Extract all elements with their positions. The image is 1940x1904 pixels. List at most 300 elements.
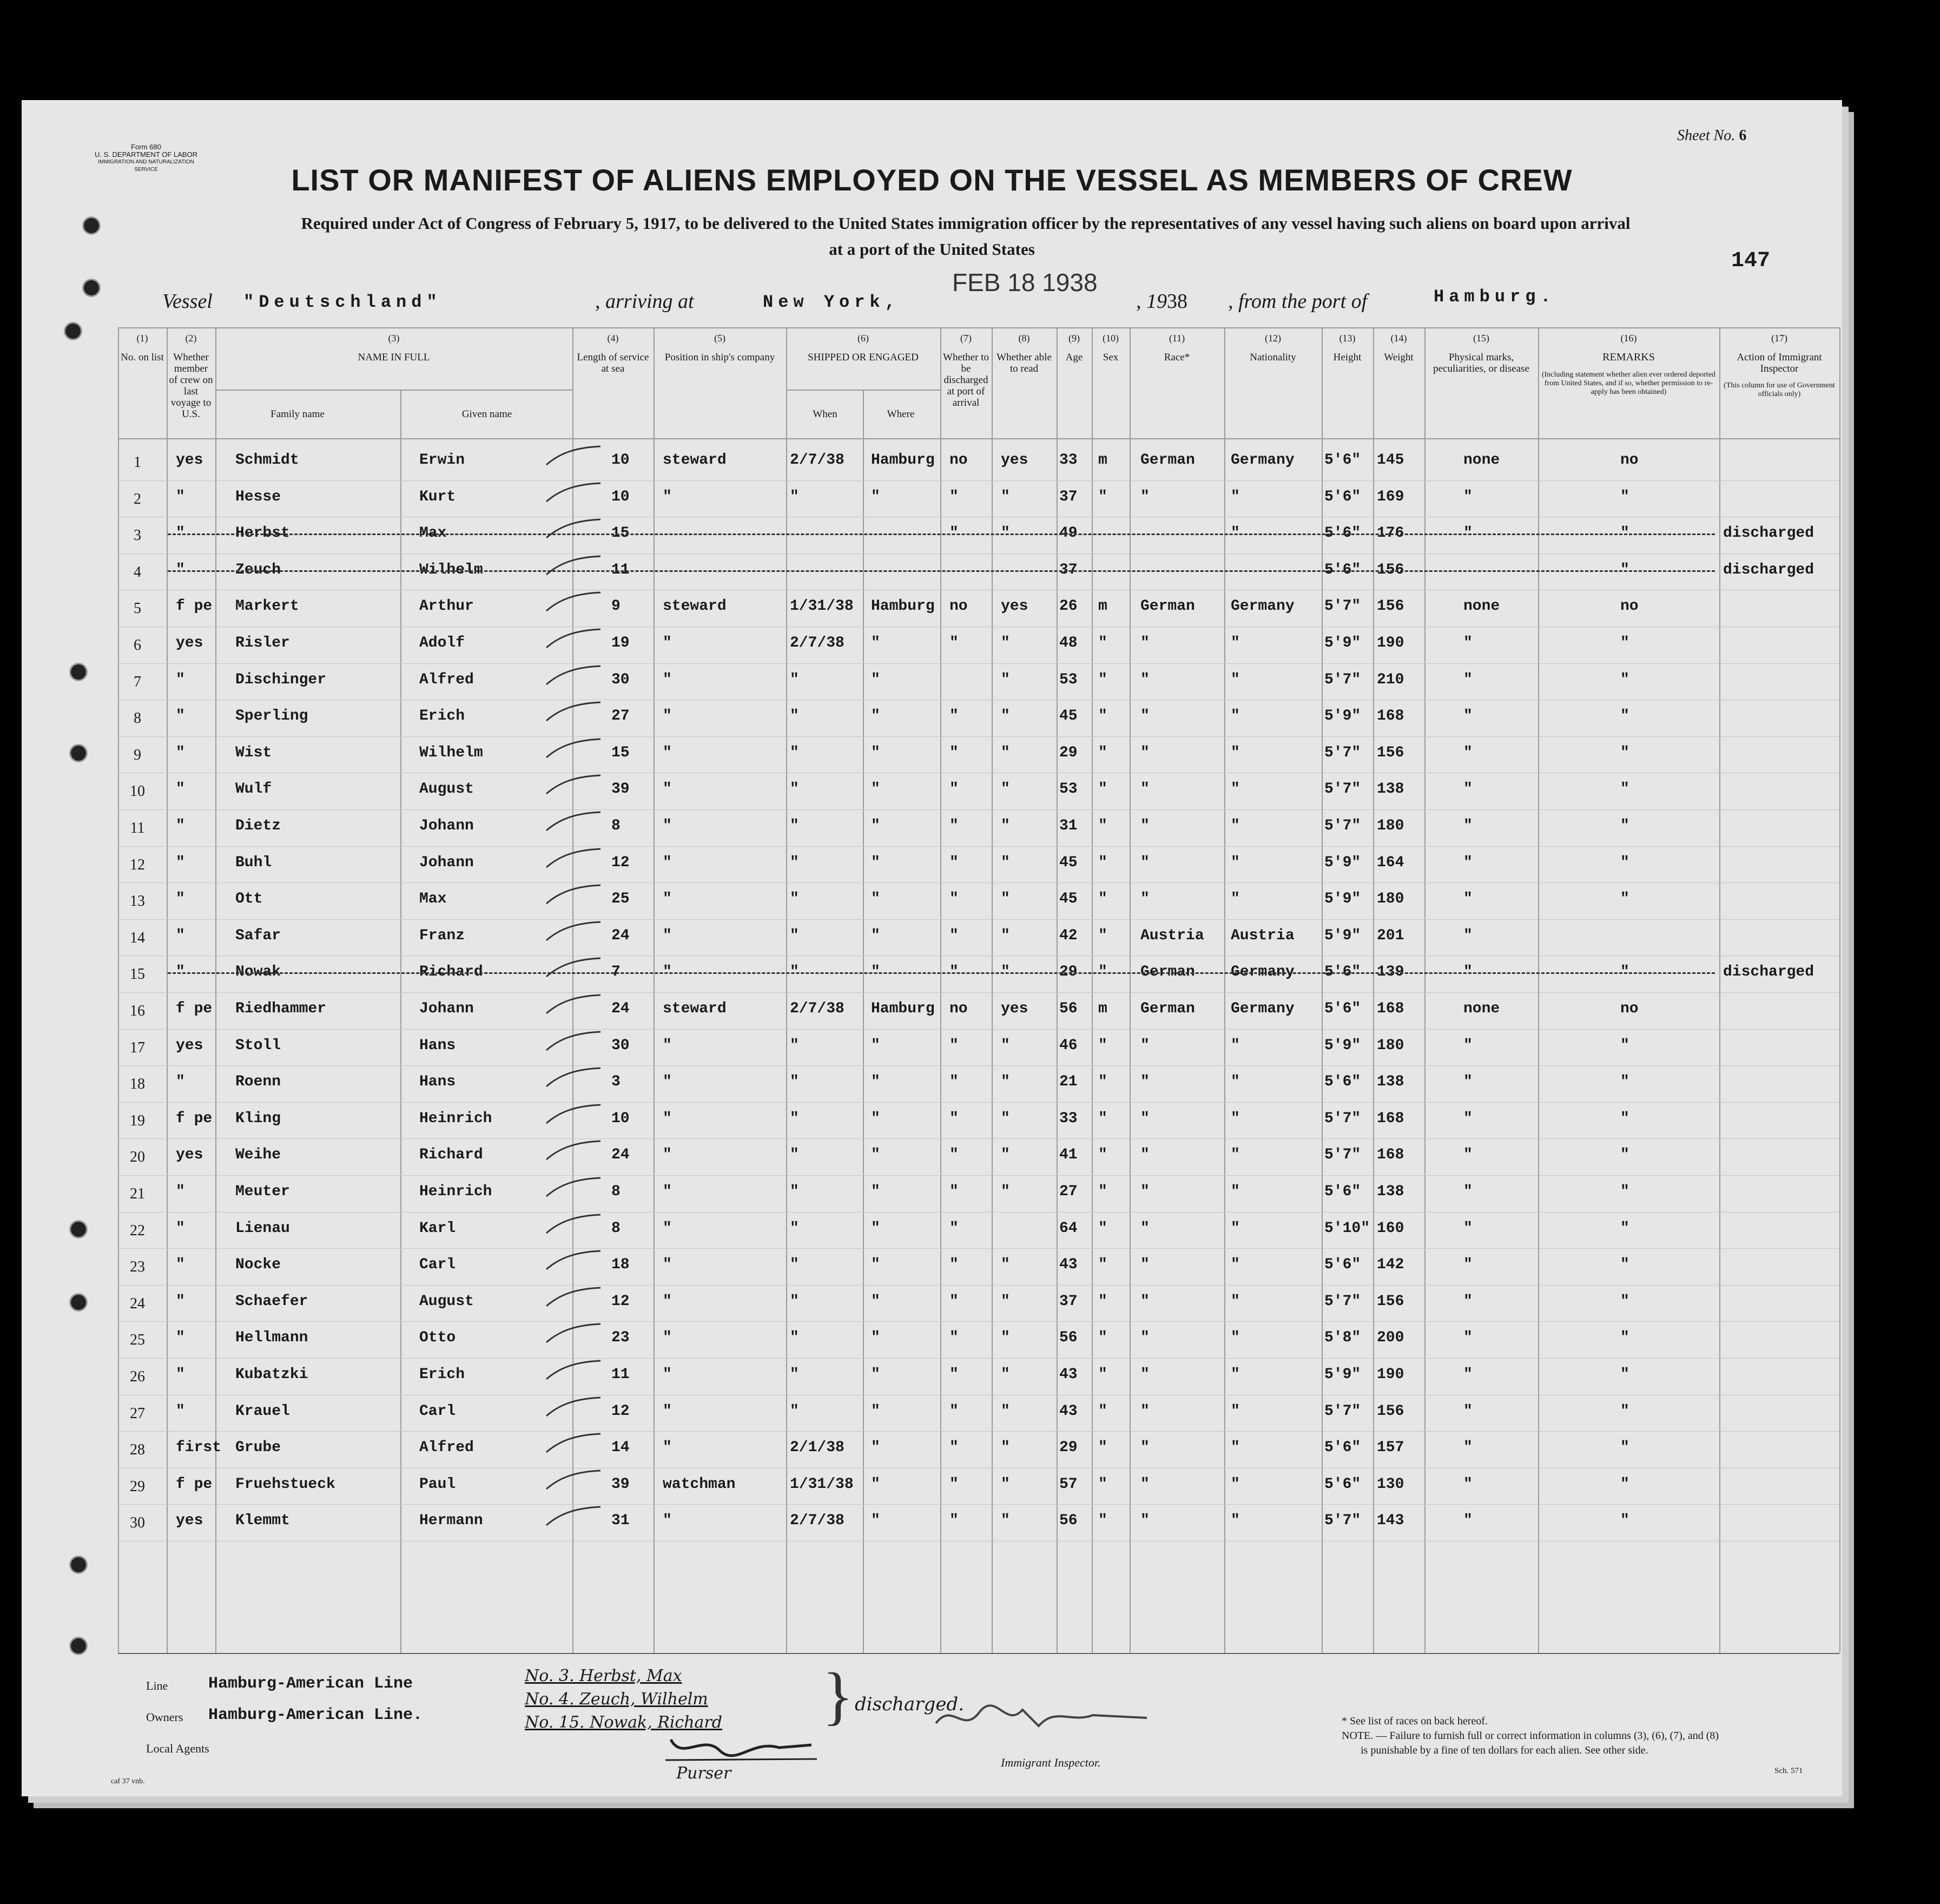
row-rule <box>118 882 1839 883</box>
remarks: " <box>1620 708 1629 725</box>
shipped-where: " <box>871 671 880 688</box>
able-to-read: " <box>1001 744 1010 761</box>
discharge-status: " <box>949 927 959 944</box>
sex: " <box>1098 818 1107 834</box>
sex: " <box>1098 488 1107 505</box>
family-name: Schaefer <box>235 1293 308 1310</box>
position: " <box>663 1220 672 1237</box>
document-subtitle-2: at a port of the United States <box>829 240 1035 259</box>
remarks: no <box>1620 1000 1639 1017</box>
nationality: Germany <box>1231 452 1295 469</box>
shipped-where: " <box>871 964 880 981</box>
row-rule <box>118 1138 1839 1139</box>
service-length: 8 <box>611 1220 621 1237</box>
nationality: " <box>1231 1037 1240 1054</box>
race: German <box>1140 964 1195 981</box>
position: " <box>663 1293 672 1310</box>
service-length: 18 <box>611 1256 630 1274</box>
shipped-where: " <box>871 781 880 798</box>
given-name: Carl <box>419 1402 456 1420</box>
race: " <box>1140 1402 1150 1420</box>
family-name: Risler <box>235 635 290 651</box>
family-name: Sperling <box>235 708 308 725</box>
sex: " <box>1098 1037 1107 1054</box>
service-length: 23 <box>611 1329 630 1347</box>
inspector-action: discharged <box>1723 525 1814 542</box>
vessel-name: "Deutschland" <box>243 292 442 312</box>
discharge-status: no <box>949 452 968 469</box>
service-tick-mark <box>544 625 603 652</box>
remarks: " <box>1620 964 1629 981</box>
row-number: 17 <box>130 1039 145 1056</box>
crew-status: yes <box>176 1147 203 1164</box>
given-name: Max <box>419 891 447 908</box>
race: German <box>1140 452 1195 469</box>
shipped-where: " <box>871 1293 880 1310</box>
able-to-read: " <box>1001 1073 1010 1091</box>
discharge-status: " <box>949 635 959 651</box>
height: 5'9" <box>1324 854 1361 871</box>
where-header: Where <box>887 409 915 420</box>
row-number: 7 <box>134 673 141 690</box>
family-name: Nowak <box>235 964 281 981</box>
service-tick-mark <box>544 1027 603 1055</box>
shipped-when: 2/1/38 <box>790 1439 844 1457</box>
year-prefix: , 19 <box>1136 290 1167 313</box>
punch-hole <box>69 663 88 681</box>
service-length: 39 <box>611 1475 630 1493</box>
race: " <box>1140 854 1150 871</box>
family-name: Stoll <box>235 1037 281 1054</box>
given-name: Alfred <box>419 1439 474 1457</box>
discharge-status: " <box>949 1110 959 1127</box>
sex: " <box>1098 1402 1107 1420</box>
discharge-status: " <box>949 1147 959 1164</box>
given-name: Adolf <box>419 635 465 651</box>
physical-marks: " <box>1463 781 1473 798</box>
shipped-when: " <box>790 1220 799 1237</box>
service-length: 25 <box>611 891 630 908</box>
service-tick-mark <box>544 1466 603 1493</box>
physical-marks: " <box>1463 1110 1473 1127</box>
age: 43 <box>1059 1256 1078 1274</box>
physical-marks: " <box>1463 1512 1473 1530</box>
race: " <box>1140 891 1150 908</box>
shipped-when: 1/31/38 <box>790 598 854 615</box>
shipped-when: " <box>790 1037 799 1054</box>
crew-status: " <box>176 525 185 542</box>
shipped-where: " <box>871 927 880 944</box>
service-length: 27 <box>611 708 630 725</box>
crew-status: " <box>176 708 185 725</box>
physical-marks: " <box>1463 1037 1473 1054</box>
line-label: Line <box>146 1679 168 1692</box>
physical-marks: " <box>1463 891 1473 908</box>
position: " <box>663 1073 672 1091</box>
age: 43 <box>1059 1366 1078 1383</box>
row-number: 28 <box>130 1441 145 1459</box>
row-number: 4 <box>134 563 141 581</box>
crew-status: " <box>176 1256 185 1274</box>
race: " <box>1140 781 1150 798</box>
departure-port: Hamburg. <box>1434 287 1556 307</box>
position: " <box>663 1329 672 1347</box>
service-tick-mark <box>544 735 603 762</box>
age: 45 <box>1059 708 1078 725</box>
table-top-rule <box>118 327 1839 328</box>
given-name: Hermann <box>419 1512 483 1530</box>
weight: 156 <box>1377 1293 1404 1310</box>
nationality: " <box>1231 488 1240 505</box>
race: " <box>1140 1183 1150 1200</box>
printer-mark: caf 37 vnb. <box>111 1777 145 1786</box>
able-to-read: " <box>1001 854 1010 871</box>
shipped-when: " <box>790 1073 799 1091</box>
shipped-where: " <box>871 1439 880 1457</box>
crew-status: " <box>176 1329 185 1347</box>
column-rule <box>940 327 941 1653</box>
crew-status: " <box>176 927 185 944</box>
given-name: Erich <box>419 1366 465 1383</box>
height: 5'7" <box>1324 1402 1361 1420</box>
position: " <box>663 1037 672 1054</box>
service-tick-mark <box>544 881 603 908</box>
service-length: 9 <box>611 598 621 615</box>
service-tick-mark <box>544 1210 603 1237</box>
punch-hole <box>69 1556 88 1574</box>
column-rule <box>1057 327 1058 1653</box>
purser-label: Purser <box>676 1764 731 1783</box>
family-name: Dietz <box>235 818 281 834</box>
shipped-when: " <box>790 927 799 944</box>
shipped-when: " <box>790 1256 799 1274</box>
nationality: " <box>1231 854 1240 871</box>
nationality: " <box>1231 1183 1240 1200</box>
manifest-sheet <box>22 100 1842 1796</box>
service-tick-mark <box>544 1320 603 1347</box>
shipped-when: " <box>790 854 799 871</box>
page-number: 147 <box>1731 249 1771 273</box>
physical-marks: " <box>1463 635 1473 651</box>
family-name: Buhl <box>235 854 272 871</box>
shipped-when: 2/7/38 <box>790 1000 844 1017</box>
given-name: Kurt <box>419 488 456 505</box>
discharge-status: " <box>949 854 959 871</box>
agents-label: Local Agents <box>146 1742 209 1755</box>
from-port-label: , from the port of <box>1228 290 1368 313</box>
weight: 168 <box>1377 1000 1404 1017</box>
discharge-status: " <box>949 1073 959 1091</box>
shipped-divider <box>863 390 864 1653</box>
given-name: Erich <box>419 708 465 725</box>
age: 21 <box>1059 1073 1078 1091</box>
discharged-note: discharged. <box>855 1694 965 1715</box>
race: " <box>1140 818 1150 834</box>
shipped-where: " <box>871 1512 880 1530</box>
strike-through-line <box>168 570 1715 574</box>
service-tick-mark <box>544 1247 603 1274</box>
weight: 145 <box>1377 452 1404 469</box>
punch-hole <box>69 1637 88 1655</box>
age: 29 <box>1059 964 1078 981</box>
race: " <box>1140 1110 1150 1127</box>
given-name: Alfred <box>419 671 474 688</box>
age: 49 <box>1059 525 1078 542</box>
remarks: " <box>1620 744 1629 761</box>
physical-marks: " <box>1463 1366 1473 1383</box>
nationality: " <box>1231 818 1240 834</box>
column-header: Weight <box>1384 352 1414 363</box>
weight: 169 <box>1377 488 1404 505</box>
row-rule <box>118 1431 1839 1432</box>
column-number: (5) <box>714 333 725 344</box>
sex: " <box>1098 708 1107 725</box>
height: 5'6" <box>1324 1000 1361 1017</box>
family-name: Kling <box>235 1110 281 1127</box>
given-name-header: Given name <box>461 409 512 420</box>
row-number: 27 <box>130 1405 145 1422</box>
column-rule <box>1130 327 1131 1653</box>
service-length: 30 <box>611 671 630 688</box>
service-tick-mark <box>544 1356 603 1383</box>
given-name: Carl <box>419 1256 456 1274</box>
shipped-where: " <box>871 708 880 725</box>
given-name: Karl <box>419 1220 456 1237</box>
sex: " <box>1098 1366 1107 1383</box>
sex: " <box>1098 671 1107 688</box>
strike-through-line <box>168 533 1715 537</box>
able-to-read: " <box>1001 1037 1010 1054</box>
remarks: no <box>1620 452 1639 469</box>
able-to-read: " <box>1001 525 1010 542</box>
shipped-when: " <box>790 488 799 505</box>
weight: 156 <box>1377 1402 1404 1420</box>
height: 5'9" <box>1324 635 1361 651</box>
sex: " <box>1098 1220 1107 1237</box>
height: 5'7" <box>1324 1293 1361 1310</box>
crew-status: f pe <box>176 1000 213 1017</box>
weight: 156 <box>1377 598 1404 615</box>
owners-label: Owners <box>146 1710 183 1724</box>
race: " <box>1140 671 1150 688</box>
age: 53 <box>1059 671 1078 688</box>
shipped-where: " <box>871 1073 880 1091</box>
nationality: " <box>1231 891 1240 908</box>
discharge-status: " <box>949 781 959 798</box>
row-rule <box>118 1029 1839 1030</box>
service-length: 11 <box>611 561 630 578</box>
family-name-header: Family name <box>270 409 325 420</box>
nationality: " <box>1231 1366 1240 1383</box>
sex: " <box>1098 1147 1107 1164</box>
sex: " <box>1098 1439 1107 1457</box>
punch-hole <box>69 1293 88 1312</box>
nationality: " <box>1231 1329 1240 1347</box>
sex: " <box>1098 744 1107 761</box>
physical-marks: " <box>1463 1183 1473 1200</box>
weight: 138 <box>1377 1183 1404 1200</box>
sex: " <box>1098 1512 1107 1530</box>
service-tick-mark <box>544 1064 603 1091</box>
shipped-where: " <box>871 1183 880 1200</box>
remarks: " <box>1620 1110 1629 1127</box>
given-name: Arthur <box>419 598 474 615</box>
remarks: " <box>1620 1147 1629 1164</box>
race: " <box>1140 1256 1150 1274</box>
height: 5'6" <box>1324 1475 1361 1493</box>
column-rule <box>1538 327 1539 1653</box>
race: " <box>1140 1512 1150 1530</box>
weight: 156 <box>1377 561 1404 578</box>
shipped-when: " <box>790 1402 799 1420</box>
punch-hole <box>69 1220 88 1238</box>
physical-marks: " <box>1463 1220 1473 1237</box>
service-tick-mark <box>544 1429 603 1457</box>
weight: 210 <box>1377 671 1404 688</box>
discharge-note-1: No. 3. Herbst, Max <box>525 1666 682 1685</box>
when-header: When <box>813 409 837 420</box>
row-number: 10 <box>130 783 145 800</box>
position: " <box>663 1110 672 1127</box>
weight: 168 <box>1377 1147 1404 1164</box>
able-to-read: " <box>1001 671 1010 688</box>
position: " <box>663 964 672 981</box>
race: " <box>1140 635 1150 651</box>
nationality: " <box>1231 635 1240 651</box>
position: steward <box>663 1000 727 1017</box>
service-length: 10 <box>611 1110 630 1127</box>
physical-marks: " <box>1463 1073 1473 1091</box>
sex: " <box>1098 964 1107 981</box>
height: 5'6" <box>1324 561 1361 578</box>
inspector-signature <box>931 1696 1158 1740</box>
weight: 190 <box>1377 1366 1404 1383</box>
physical-marks: none <box>1463 598 1500 615</box>
age: 56 <box>1059 1512 1078 1530</box>
discharge-status: " <box>949 1366 959 1383</box>
service-length: 24 <box>611 927 630 944</box>
discharge-status: " <box>949 1475 959 1493</box>
service-length: 12 <box>611 854 630 871</box>
nationality: Germany <box>1231 598 1295 615</box>
shipped-where: " <box>871 1220 880 1237</box>
nationality: " <box>1231 1402 1240 1420</box>
service-length: 39 <box>611 781 630 798</box>
able-to-read: " <box>1001 781 1010 798</box>
age: 56 <box>1059 1000 1078 1017</box>
weight: 138 <box>1377 1073 1404 1091</box>
family-name: Riedhammer <box>235 1000 327 1017</box>
crew-status: " <box>176 964 185 981</box>
sheet-label: Sheet No. <box>1677 127 1736 144</box>
remarks: " <box>1620 781 1629 798</box>
height: 5'9" <box>1324 891 1361 908</box>
able-to-read: " <box>1001 1475 1010 1493</box>
remarks: " <box>1620 525 1629 542</box>
row-rule <box>118 1358 1839 1359</box>
able-to-read: yes <box>1001 598 1028 615</box>
service-length: 15 <box>611 744 630 761</box>
family-name: Lienau <box>235 1220 290 1237</box>
name-subrule <box>215 390 572 391</box>
row-rule <box>118 1321 1839 1322</box>
row-number: 8 <box>134 710 141 727</box>
physical-marks: " <box>1463 1147 1473 1164</box>
crew-status: yes <box>176 635 203 651</box>
punch-hole <box>82 279 101 297</box>
header-bottom-rule <box>118 438 1839 439</box>
family-name: Meuter <box>235 1183 290 1200</box>
given-name: August <box>419 781 474 798</box>
race: " <box>1140 1037 1150 1054</box>
column-rule <box>1322 327 1323 1653</box>
position: " <box>663 1439 672 1457</box>
race: German <box>1140 598 1195 615</box>
shipped-where: " <box>871 1110 880 1127</box>
height: 5'7" <box>1324 1110 1361 1127</box>
strike-through-line <box>168 972 1715 976</box>
column-number: (1) <box>136 333 148 344</box>
row-rule <box>118 480 1839 481</box>
column-number: (12) <box>1265 333 1281 344</box>
position: " <box>663 1512 672 1530</box>
column-rule <box>992 327 993 1653</box>
nationality: Germany <box>1231 964 1295 981</box>
column-number: (3) <box>388 333 400 344</box>
form-number: Form 680 <box>131 143 161 151</box>
weight: 176 <box>1377 525 1404 542</box>
service-length: 10 <box>611 488 630 505</box>
inspector-action: discharged <box>1723 561 1814 578</box>
remarks: " <box>1620 1402 1629 1420</box>
nationality: " <box>1231 671 1240 688</box>
discharge-status: " <box>949 964 959 981</box>
given-name: Wilhelm <box>419 561 483 578</box>
remarks: " <box>1620 854 1629 871</box>
row-number: 9 <box>134 746 141 763</box>
row-number: 26 <box>130 1368 145 1385</box>
shipped-when: " <box>790 1293 799 1310</box>
service-tick-mark <box>544 845 603 872</box>
height: 5'7" <box>1324 1147 1361 1164</box>
column-header: SHIPPED OR ENGAGED <box>808 352 919 363</box>
age: 56 <box>1059 1329 1078 1347</box>
sex: m <box>1098 452 1107 469</box>
position: " <box>663 854 672 871</box>
remarks: " <box>1620 1475 1629 1493</box>
column-header: Whether member of crew on last voyage to U.S. <box>169 352 213 420</box>
sex: " <box>1098 854 1107 871</box>
row-number: 20 <box>130 1149 145 1166</box>
column-rule <box>786 327 787 1653</box>
able-to-read: " <box>1001 1293 1010 1310</box>
row-number: 24 <box>130 1295 145 1312</box>
height: 5'8" <box>1324 1329 1361 1347</box>
able-to-read: " <box>1001 1183 1010 1200</box>
race: Austria <box>1140 927 1204 944</box>
service-tick-mark <box>544 1393 603 1420</box>
column-rule <box>654 327 655 1653</box>
weight: 180 <box>1377 818 1404 834</box>
crew-status: " <box>176 744 185 761</box>
shipped-where: " <box>871 854 880 871</box>
sex: m <box>1098 1000 1107 1017</box>
service-length: 31 <box>611 1512 630 1530</box>
age: 53 <box>1059 781 1078 798</box>
row-number: 22 <box>130 1222 145 1239</box>
row-rule <box>118 663 1839 664</box>
sex: " <box>1098 781 1107 798</box>
